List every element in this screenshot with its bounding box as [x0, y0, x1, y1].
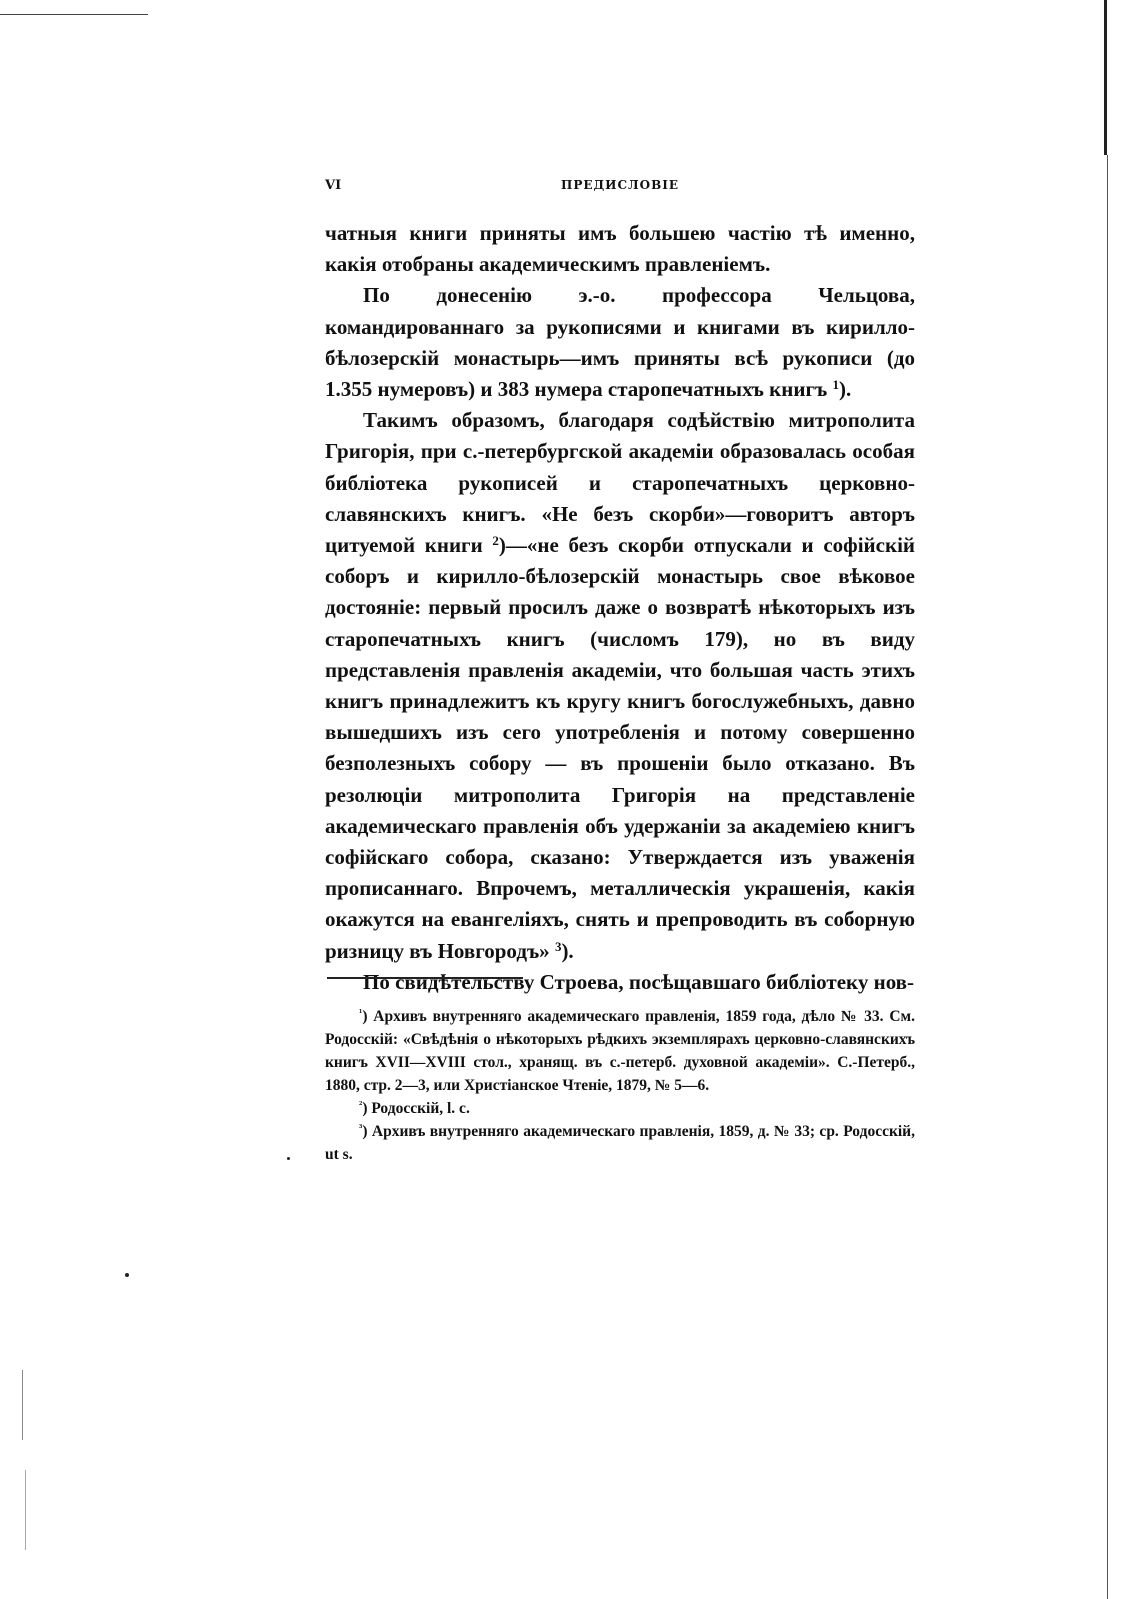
footnote-1 — [325, 1005, 915, 1097]
paragraph-3 — [325, 405, 915, 967]
scan-edge-line-left — [22, 1370, 23, 1440]
footnote-3-text: ) Архивъ внутренняго академическаго правленія, 1859, д. № 33; ср. Родосскій, ut s. — [325, 1123, 915, 1163]
page-header — [325, 178, 915, 198]
paragraph-2-text: По донесенію э.-о. профессора Чельцова, командированнаго за рукописями и книгами въ кирилло-бѣлозерскій монастырь—имъ приняты всѣ рукописи (до 1.355 нумеровъ) и 383 нумера старопечатныхъ книгъ — [325, 283, 915, 402]
paragraph-3-end: ). — [561, 938, 574, 963]
scan-edge-line-top — [0, 14, 148, 15]
main-text — [325, 218, 915, 998]
footnote-2-marker: ² — [359, 1099, 363, 1111]
page-number: VI — [325, 178, 342, 193]
footnote-ref-3: 3 — [554, 938, 562, 954]
paragraph-3-text-b: )—«не безъ скорби отпускали и софійскій соборъ и кирилло-бѣлозерскій монастырь свое вѣковое достояніе: первый просилъ даже о возвратѣ нѣкоторыхъ изъ старопечатныхъ книгъ (числомъ 179), но въ виду представленія правленія академіи, что большая часть этихъ книгъ принадлежитъ къ кругу книгъ богослужебныхъ, давно вышедшихъ изъ сего употребленія и потому совершенно безполезныхъ собору — въ прошеніи было отказано. Въ резолюціи митрополита Григорія на представленіе академическаго правленія объ удержаніи за академіею книгъ софійскаго собора, сказано: Утверждается изъ уваженія прописаннаго. Впрочемъ, металлическія украшенія, какія окажутся на евангеліяхъ, снять и препроводить въ соборную ризницу въ Новгородъ» — [325, 533, 915, 963]
footnote-1-marker: ¹ — [359, 1007, 363, 1019]
scan-edge-line-right-lower — [1107, 155, 1108, 1599]
scan-dot — [125, 1273, 129, 1277]
paragraph-2 — [325, 280, 915, 405]
footnotes — [325, 1005, 915, 1166]
running-title: ПРЕДИСЛОВІЕ — [560, 178, 680, 192]
footnote-ref-2: 2 — [492, 533, 499, 549]
paragraph-4: По свидѣтельству Строева, посѣщавшаго библіотеку нов- — [363, 969, 915, 994]
footnote-1-text: ) Архивъ внутренняго академическаго правленія, 1859 года, дѣло № 33. См. Родосскій: «Свѣдѣнія о нѣкоторыхъ рѣдкихъ экземплярахъ церковно-славянскихъ книгъ XVII—XVIII стол., хранящ. въ с.-петерб. духовной академіи». С.-Петерб., 1880, стр. 2—3, или Христіанское Чтеніе, 1879, № 5—6. — [325, 1008, 915, 1094]
scan-edge-line-right — [1104, 0, 1107, 155]
footnote-2 — [325, 1097, 915, 1120]
footnote-separator — [327, 977, 523, 979]
scan-dot-small — [287, 1157, 290, 1160]
footnote-3 — [325, 1120, 915, 1166]
footnote-3-marker: ³ — [359, 1122, 363, 1134]
paragraph-2-end: ). — [839, 377, 852, 402]
scan-edge-line-left-lower — [25, 1470, 26, 1550]
paragraph-1: чатныя книги приняты имъ большею частію тѣ именно, какія отобраны академическимъ правленіемъ. — [325, 221, 915, 277]
footnote-2-text: ) Родосскій, l. c. — [362, 1100, 470, 1117]
footnote-ref-1: 1 — [832, 377, 839, 393]
paragraph-3-text-a: Такимъ образомъ, благодаря содѣйствію митрополита Григорія, при с.-петербургской академіи образовалась особая библіотека рукописей и старопечатныхъ церковно-славянскихъ книгъ. «Не безъ скорби»—говоритъ авторъ цитуемой книги — [325, 408, 915, 558]
